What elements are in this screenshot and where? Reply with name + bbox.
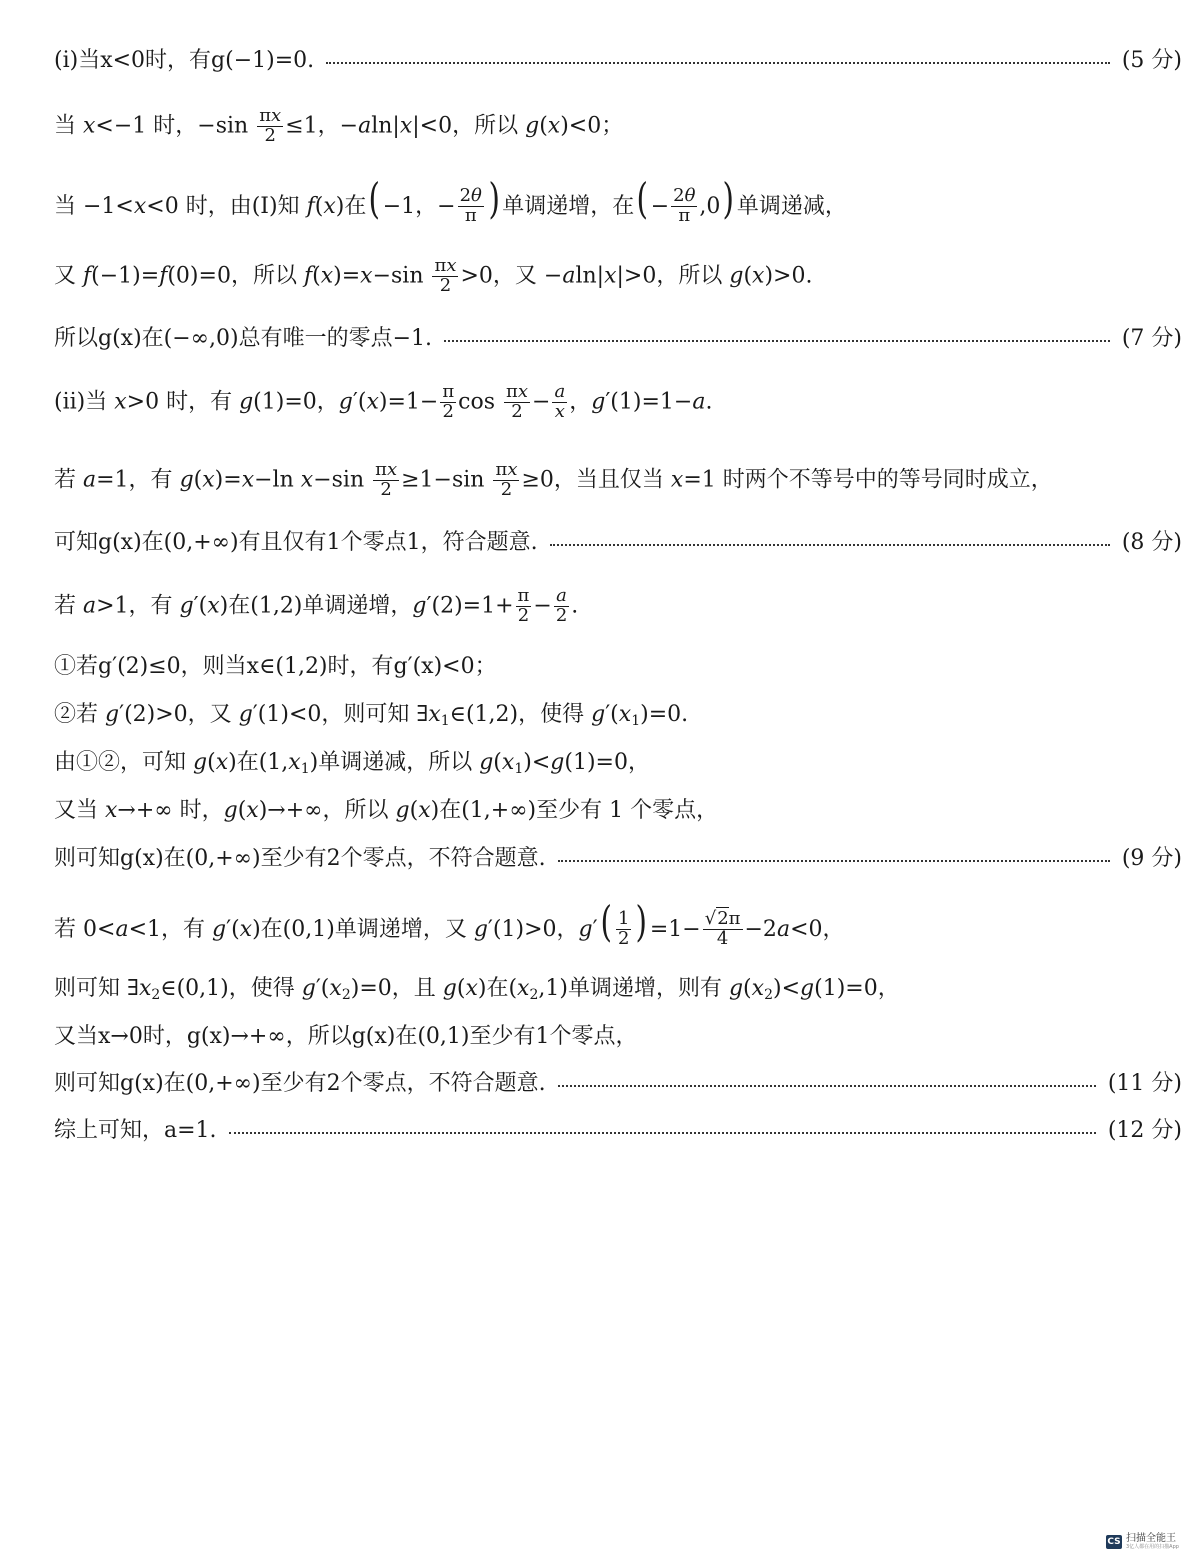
score-label: (5 分) <box>1121 48 1182 73</box>
fraction: $\frac{\pi x}{2}$ <box>506 380 529 422</box>
line-text: 则可知g(x)在(0,+∞)至少有2个零点，不符合题意. <box>54 1071 546 1096</box>
dot-leader <box>550 544 1110 546</box>
dot-leader <box>558 860 1110 862</box>
line-text: 若 a=1，有 g(x)=x−ln x−sin $\frac{\pi x}{2}$ ≥1−sin $\frac{\pi x}{2}$ ≥0，当且仅当 x=1 时两个不等号中的等号同时成立， <box>54 458 1053 500</box>
solution-line-15 <box>54 895 1182 955</box>
line-text: 当 x<−1 时，−sin $\frac{\pi x}{2}$ ≤1，−aln|x|<0，所以 g(x)<0； <box>54 104 624 146</box>
line-text: (ⅰ)当x<0时，有g(−1)=0. <box>54 48 315 73</box>
fraction: $\frac{\pi x}{2}$ <box>495 458 518 500</box>
solution-line-11 <box>54 704 1182 728</box>
dot-leader <box>558 1085 1096 1087</box>
solution-line-18 <box>54 1073 1182 1095</box>
fraction: $\frac{a}{2}$ <box>555 584 568 626</box>
fraction: $\frac{a}{x}$ <box>554 380 566 422</box>
line-text: 由①②，可知 g(x)在$(1,x_1)$单调递减，所以 $g(x_1)<g(1)=0$， <box>54 750 650 777</box>
solution-line-7 <box>54 450 1182 510</box>
line-text: 综上可知，a=1. <box>54 1118 217 1143</box>
fraction: $\frac{\pi x}{2}$ <box>434 254 457 296</box>
score-label: (9 分) <box>1121 846 1182 871</box>
solution-line-8 <box>54 532 1182 554</box>
line-text: 当 −1<x<0 时，由(Ⅰ)知 f(x)在( −1，− $\frac{2\theta}{\pi}$ ) 单调递增，在( − $\frac{2\theta}{\pi}$ ,0) 单调递减， <box>54 173 847 227</box>
fraction: $\frac{2\theta}{\pi}$ <box>459 185 482 227</box>
line-text: ②若 g′(2)>0，又 g′(1)<0，则可知 $\exists x_1\in(1,2)$，使得 $g'(x_1)=0$. <box>54 702 689 729</box>
solution-line-4 <box>54 246 1182 306</box>
score-label: (8 分) <box>1121 530 1182 555</box>
fraction: $\frac{\pi x}{2}$ <box>375 458 398 500</box>
watermark-tagline: 3亿人都在用的扫描App <box>1126 1544 1179 1550</box>
solution-line-13 <box>54 800 1182 822</box>
line-text: 若 a>1，有 g′(x)在(1,2)单调递增，g′(2)=1+ $\frac{\pi}{2}$ − $\frac{a}{2}$ . <box>54 584 579 626</box>
solution-line-3 <box>54 172 1182 232</box>
dot-leader <box>444 340 1110 342</box>
fraction: $\frac{2\theta}{\pi}$ <box>673 185 696 227</box>
line-text: 则可知 $\exists x_2\in(0,1)$，使得 $g'(x_2)=0$，且 g(x)在$(x_2,1)$单调递增，则有 $g(x_2)<g(1)=0$， <box>54 976 900 1003</box>
camscanner-logo-icon: CS <box>1107 1537 1121 1547</box>
solution-line-1 <box>54 50 1182 72</box>
scanner-watermark <box>1106 1534 1179 1550</box>
dot-leader <box>326 62 1110 64</box>
solution-line-19 <box>54 1120 1182 1142</box>
line-text: (ⅱ)当 x>0 时，有 g(1)=0，g′(x)=1− $\frac{\pi}{2}$ cos $\frac{\pi x}{2}$ − $\frac{a}{x}$ ，g′(1)=1−a. <box>54 380 713 422</box>
solution-line-10 <box>54 656 1182 678</box>
fraction: $\frac{\pi}{2}$ <box>442 380 455 422</box>
fraction: $\frac{√2\pi}{4}$ <box>704 908 741 950</box>
fraction: $\frac{\pi x}{2}$ <box>259 104 282 146</box>
line-text: 所以g(x)在(−∞,0)总有唯一的零点−1. <box>54 326 432 351</box>
solution-line-17 <box>54 1026 1182 1048</box>
solution-line-5 <box>54 328 1182 350</box>
watermark-name: 扫描全能王 <box>1126 1533 1176 1544</box>
solution-line-6 <box>54 372 1182 432</box>
line-text: ①若g′(2)≤0，则当x∈(1,2)时，有g′(x)<0； <box>54 654 497 679</box>
score-label: (12 分) <box>1107 1118 1182 1143</box>
solution-line-9 <box>54 576 1182 636</box>
line-text: 可知g(x)在(0,+∞)有且仅有1个零点1，符合题意. <box>54 530 538 555</box>
line-text: 若 0<a<1，有 g′(x)在(0,1)单调递增，又 g′(1)>0，g′( $\frac{1}{2}$ ) =1− $\frac{√2\pi}{4}$ −2a<0， <box>54 896 845 950</box>
line-text: 则可知g(x)在(0,+∞)至少有2个零点，不符合题意. <box>54 846 546 871</box>
score-label: (7 分) <box>1121 326 1182 351</box>
line-text: 又当x→0时，g(x)→+∞，所以g(x)在(0,1)至少有1个零点， <box>54 1024 638 1049</box>
line-text: 又 f(−1)=f(0)=0，所以 f(x)=x−sin $\frac{\pi x}{2}$ >0，又 −aln|x|>0，所以 g(x)>0. <box>54 254 813 296</box>
score-label: (11 分) <box>1107 1071 1182 1096</box>
fraction: $\frac{1}{2}$ <box>618 908 630 950</box>
solution-line-2 <box>54 96 1182 156</box>
solution-line-12 <box>54 752 1182 776</box>
line-text: 又当 x→+∞ 时，g(x)→+∞，所以 g(x)在(1,+∞)至少有 1 个零点， <box>54 798 719 823</box>
fraction: $\frac{\pi}{2}$ <box>517 584 530 626</box>
solution-line-16 <box>54 978 1182 1002</box>
dot-leader <box>229 1132 1096 1134</box>
solution-line-14 <box>54 848 1182 870</box>
